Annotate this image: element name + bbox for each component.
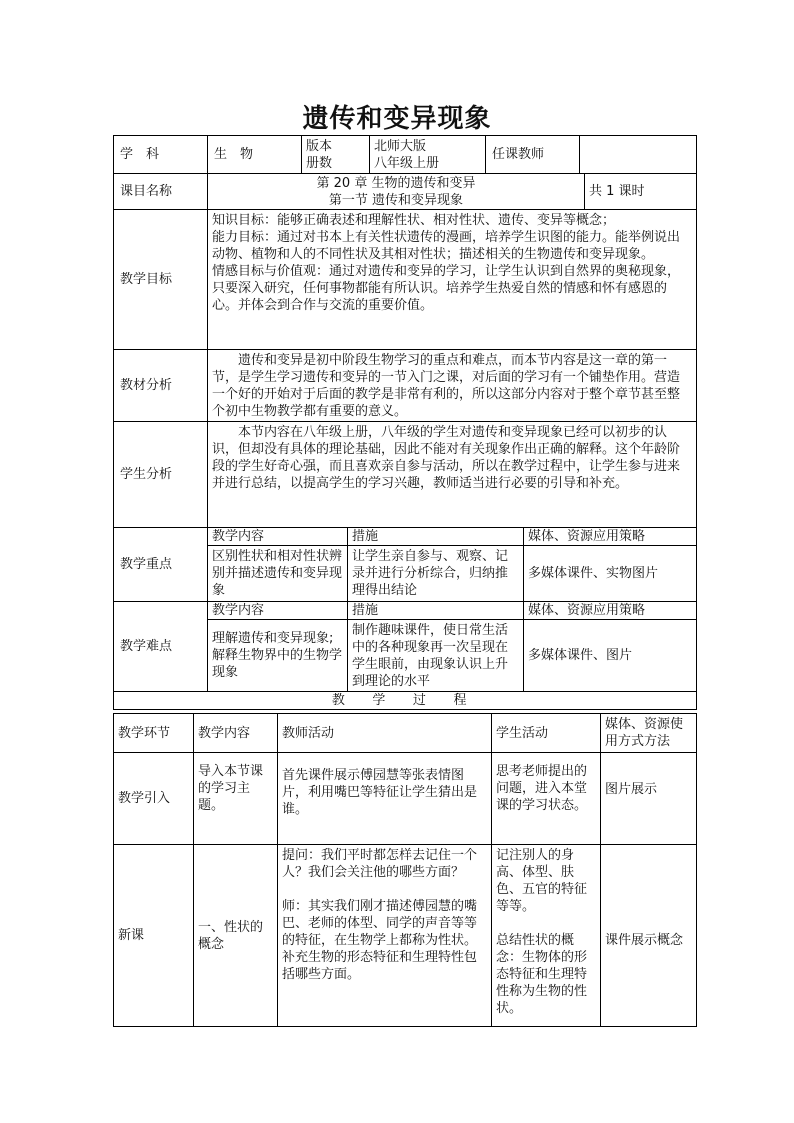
goal-knowledge: 知识目标：能够正确表述和理解性状、相对性状、遗传、变异等概念；	[212, 213, 616, 228]
process-header-teacher: 教师活动	[278, 714, 492, 753]
new-student	[492, 845, 601, 1027]
teacher-value	[580, 136, 697, 174]
process-header-student: 学生活动	[492, 714, 601, 753]
new-content: 一、性状的概念	[194, 845, 278, 1027]
new-teacher-answer: 师：其实我们刚才描述傅园慧的嘴巴、老师的体型、同学的声音等等的特征，在生物学上都称为性状。	[282, 899, 478, 948]
key-points-content: 区别性状和相对性状辨别并描述遗传和变异现象	[208, 546, 348, 602]
key-points-measure: 让学生亲自参与、观察、记录并进行分析综合，归纳推理得出结论	[348, 546, 524, 602]
course-section: 第一节 遗传和变异现象	[328, 192, 464, 208]
edition-label: 版本 册数	[302, 136, 370, 174]
difficult-points-header-content: 教学内容	[208, 602, 348, 620]
difficult-points-header-media: 媒体、资源应用策略	[524, 602, 697, 620]
intro-teacher: 首先课件展示傅园慧等张表情图片，利用嘴巴等特征让学生猜出是谁。	[278, 753, 492, 845]
material-cell	[208, 350, 697, 422]
intro-student: 思考老师提出的问题，进入本堂课的学习状态。	[492, 753, 601, 845]
key-points-label: 教学重点	[114, 528, 208, 602]
students-text: 本节内容在八年级上册，八年级的学生对遗传和变异现象已经可以初步的认识，但却没有具体的理论基础，因此不能对有关现象作出正确的解释。这个年龄阶段的学生好奇心强，而且喜欢亲自参与活动，所以在教学过程中，让学生参与进来并进行总结，以提高学生的学习兴趣，教师适当进行必要的引导和补充。	[212, 425, 681, 491]
key-points-header-content: 教学内容	[208, 528, 348, 546]
key-points-media: 多媒体课件、实物图片	[524, 546, 697, 602]
process-header-content: 教学内容	[194, 714, 278, 753]
course-hours: 共 1 课时	[585, 174, 697, 210]
page-title: 遗传和变异现象	[302, 104, 492, 134]
new-student-b: 总结性状的概念：生物体的形态特征和生理特性称为生物的性状。	[496, 933, 588, 1016]
edition-value: 北师大版 八年级上册	[370, 136, 486, 174]
goal-ability: 能力目标：通过对书本上有关性状遗传的漫画，培养学生识图的能力。能举例说出动物、植物和人的不同性状及其相对性状；描述相关的生物遗传和变异现象。	[212, 230, 681, 262]
intro-media: 图片展示	[601, 753, 697, 845]
intro-content: 导入本节课的学习主题。	[194, 753, 278, 845]
material-label: 教材分析	[114, 350, 208, 422]
difficult-points-label: 教学难点	[114, 602, 208, 692]
teacher-label: 任课教师	[486, 136, 580, 174]
course-chapter: 第 20 章 生物的遗传和变异	[316, 175, 476, 191]
students-label: 学生分析	[114, 422, 208, 528]
key-points-header-media: 媒体、资源应用策略	[524, 528, 697, 546]
new-media: 课件展示概念	[601, 845, 697, 1027]
subject-value: 生 物	[208, 136, 302, 174]
new-teacher	[278, 845, 492, 1027]
new-student-a: 记注别人的身高、体型、肤色、五官的特征等等。	[496, 848, 588, 914]
difficult-points-header-measure: 措施	[348, 602, 524, 620]
difficult-points-media: 多媒体课件、图片	[524, 620, 697, 692]
info-table	[113, 135, 697, 174]
process-header-stage: 教学环节	[114, 714, 194, 753]
process-title	[114, 692, 697, 710]
process-title-text: 教 学 过 程	[331, 693, 479, 708]
goals-content	[208, 210, 697, 350]
goal-emotion: 情感目标与价值观：通过对遗传和变异的学习，让学生认识到自然界的奥秘现象，只要深入研究，任何事物都能有所认识。培养学生热爱自然的情感和怀有感恩的心。并体会到合作与交流的重要价值。	[212, 264, 681, 313]
course-label: 课目名称	[114, 174, 208, 210]
goals-label: 教学目标	[114, 210, 208, 350]
subject-label: 学 科	[114, 136, 208, 174]
difficult-points-content: 理解遗传和变异现象;解释生物界中的生物学现象	[208, 620, 348, 692]
process-header-media: 媒体、资源使用方式方法	[601, 714, 697, 753]
process-table	[113, 713, 697, 1027]
new-teacher-supplement: 补充生物的形态特征和生理特性包括哪些方面。	[282, 950, 478, 982]
new-teacher-question: 提问：我们平时都怎样去记住一个人？我们会关注他的哪些方面？	[282, 848, 478, 880]
new-stage: 新课	[114, 845, 194, 1027]
material-text: 遗传和变异是初中阶段生物学习的重点和难点，而本节内容是这一章的第一节，是学生学习遗传和变异的一节入门之课，对后面的学习有一个铺垫作用。营造一个好的开始对于后面的教学是非常有利的，所以这部分内容对于整个章节甚至整个初中生物教学都有重要的意义。	[212, 353, 681, 419]
students-cell	[208, 422, 697, 528]
plan-table	[113, 173, 697, 710]
course-name	[208, 174, 585, 210]
key-points-header-measure: 措施	[348, 528, 524, 546]
intro-stage: 教学引入	[114, 753, 194, 845]
difficult-points-measure: 制作趣味课件，使日常生活中的各种现象再一次呈现在学生眼前，由现象认识上升到理论的水平	[348, 620, 524, 692]
